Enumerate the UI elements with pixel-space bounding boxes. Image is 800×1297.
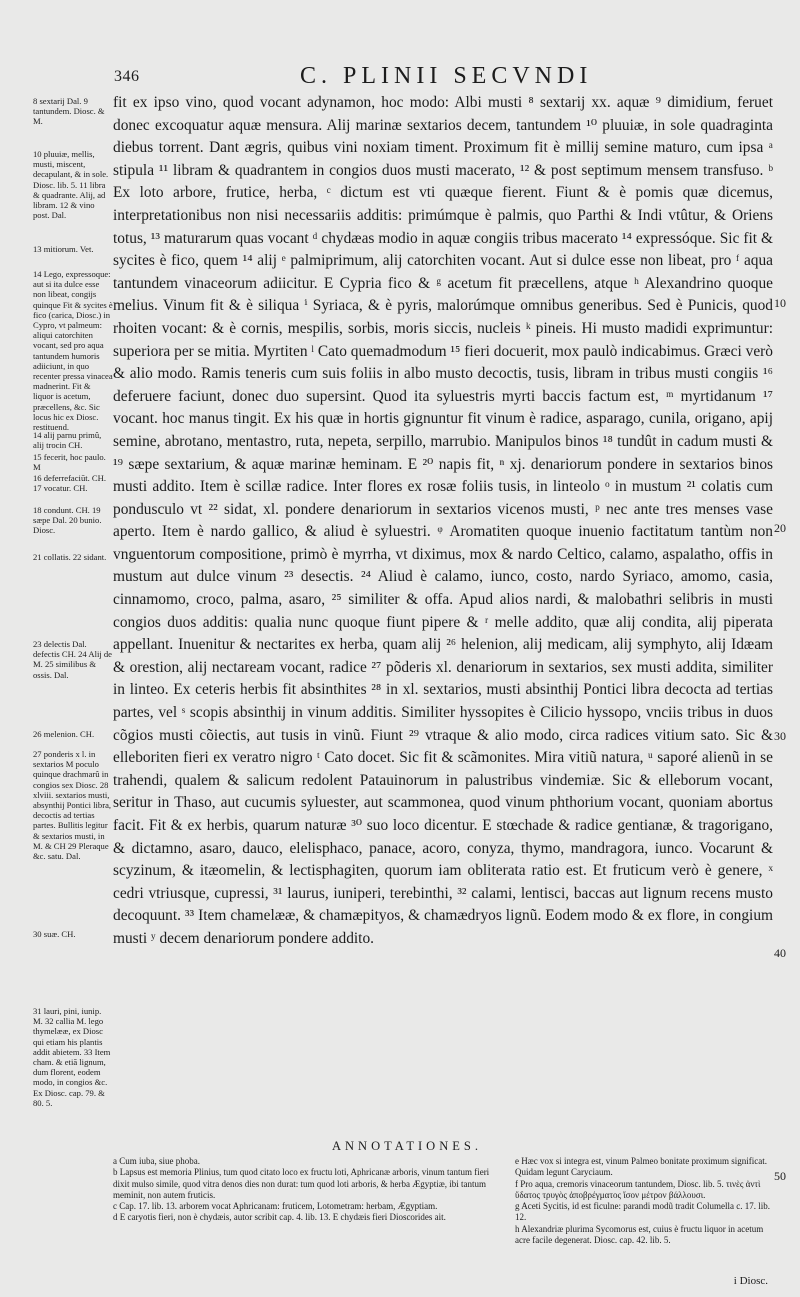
annotation-f: f Pro aqua, cremoris vinaceorum tantundem, Diosc. lib. 5. τινὲς ἀντὶ ὕδατος τρυγὸς ἀποβρέγματος ἴσον μέτρον βάλλουσι.	[515, 1178, 761, 1200]
margin-note: 8 sextarij Dal. 9 tantundem. Diosc. & M.	[33, 96, 105, 127]
margin-note: 10 pluuiæ, mellis, musti, miscent, decapulant, & in sole. Diosc. lib. 5. 11 libra & quadrante. Alij, ad libram. 12 & vino post. Dal.	[33, 149, 109, 221]
margin-note: 26 melenion. CH.	[33, 729, 95, 739]
line-number: 50	[774, 1169, 786, 1183]
margin-note: 30 suæ. CH.	[33, 929, 76, 939]
annotation-d: d E caryotis fieri, non è chydæis, autor scribit cap. 4. lib. 13. E chydæis fieri Dioscorides ait.	[113, 1212, 446, 1223]
margin-note: 18 condunt. CH. 19 sæpe Dal. 20 bunio. Diosc.	[33, 505, 102, 536]
annotations-title: ANNOTATIONES.	[332, 1139, 482, 1153]
margin-note: 14 Lego, expressoque: aut si ita dulce esse non libeat, congijs quinque Fit & sycites è fico (carica, Diosc.) in Cypro, vt palmeum: aliqui catorchiten vocant, sed pro aqua tantundem humoris adiiciunt, in quo recenter pressa vinacea madnerint. Fit & liquor is acetum, præcellens, &c. Sic locus hic ex Diosc. restituend.	[33, 269, 113, 433]
running-title: C. PLINII SECVNDI	[300, 63, 593, 89]
annotation-b: b Lapsus est memoria Plinius, tum quod citato loco ex fructu loti, Aphricanæ arboris, vinum tantum fieri dixit mulso simile, quod vitra denos dies non durat: tum quod loti arboris, & herba Ægyptiæ, ibi tantum meminit, non autem fruticis.	[113, 1167, 490, 1200]
annotations-right-column	[515, 1156, 780, 1246]
catchword: i Diosc.	[733, 1275, 768, 1287]
margin-note: 27 ponderis x l. in sextarios M poculo quinque drachmarû in congios sex Diosc. 28 xlviii. sextarios musti, absynthij Pontici libra, decoctis ad tertias partes. Bullitis legitur & sextarios musti, in M. & CH 29 Pleraque &c. satu. Dal.	[33, 749, 112, 862]
line-number: 20	[774, 521, 786, 535]
margin-note: 14 alij parnu primû, alij trocin CH.	[33, 430, 102, 451]
annotation-g: g Aceti Sycitis, id est ficulne: parandi modũ tradit Columella c. 17. lib. 12.	[515, 1201, 770, 1223]
margin-note: 16 deferrefaciūt. CH. 17 vocatur. CH.	[33, 473, 107, 494]
margin-note: 13 mitiorum. Vet.	[33, 244, 94, 254]
margin-note: 31 lauri, pini, iunip. M. 32 callia M. lego thymelææ, ex Diosc qui etiam his plantis addit abietem. 33 Item cham. & etiā lignum, dum florent, eodem modo, in congios &c. Ex Diosc. cap. 79. & 80. 5.	[33, 1006, 111, 1108]
margin-note: 23 delectis Dal. defectis CH. 24 Alij de M. 25 similibus & ossis. Dal.	[33, 639, 113, 680]
line-number: 40	[774, 946, 786, 960]
line-number: 10	[774, 296, 786, 310]
annotation-c: c Cap. 17. lib. 13. arborem vocat Aphricanam: fruticem, Lotometram: herbam, Ægyptiam.	[113, 1201, 438, 1212]
annotation-h: h Alexandriæ plurima Sycomorus est, cuius è fructu liquor in acetum acre facile degenerat. Diosc. cap. 42. lib. 5.	[515, 1223, 764, 1246]
main-paragraph: fit ex ipso vino, quod vocant adynamon, hoc modo: Albi musti ⁸ sextarij xx. aquæ ⁹ dimidium, feruet donec excoquatur aquæ mensura. Alij marinæ sextarios decem, tantundem ¹⁰ pluuiæ, in sole quadraginta diebus torrent. Dant ægris, quibus vini noxiam timent. Proximum fit è millij semine maturo, cum ipsa ᵃ stipula ¹¹ libram & quadrantem in congios duos musti macerato, ¹² & post septimum mensem transfuso. ᵇ Ex loto arbore, frutice, herba, ᶜ dictum est vti quæque fierent. Fiunt & è pomis quæ dicemus, interpretationibus non nisi necessariis additis: primúmque è palmis, quo Parthi & Indi vtûtur, & Oriens totus, ¹³ maturarum quas vocant ᵈ chydæas modio in aquæ congiis tribus macerato ¹⁴ expressóque. Sic fit & sycites è fico, quem ¹⁴ alij ᵉ palmiprimum, alij catorchiten vocant. Aut si dulce esse non libeat, pro ᶠ aqua tantundem vinaceorum adiicitur. E Cypria fico & ᵍ acetum fit præcellens, atque ʰ Alexandrino quoque melius. Vinum fit & è siliqua ⁱ Syriaca, & è pyris, malorúmque omnibus generibus. Sed è Punicis, quod rhoiten vocant: & è cornis, mespilis, sorbis, moris siccis, nucleis ᵏ pineis. Hi musto madidi exprimuntur: superiora per se mitia. Myrtiten ˡ Cato quemadmodum ¹⁵ fieri docuerit, mox paulò indicabimus. Græci verò & alio modo. Ramis teneris cum suis foliis in albo musto decoctis, tusis, libram in tribus musti congiis ¹⁶ deferuere faciunt, donec duo supersint. Quod ita syluestris myrti baccis factum est, ᵐ myrtidanum ¹⁷ vocant. hoc manus tingit. Ex his quæ in hortis gignuntur fit vinum è radice, asparago, cunila, origano, apij semine, abrotano, mentastro, ruta, nepeta, serpillo, marrubio. Manipulos binos ¹⁸ tundût in cadum musti & ¹⁹ sæpe sextarium, & aquæ marinæ heminam. E ²⁰ napis fit, ⁿ xj. denariorum pondere in sextarios binos musti addito. Item è scillæ radice. Inter flores ex rosæ foliis tusis, in linteolo ᵒ in mustum ²¹ colatis cum pondusculo vt ²² sidat, xl. pondere denariorum in sextarios vicenos musti, ᵖ nec ante tres menses vase aperto. Item è nardo gallico, & aliud è syluestri. ᵠ Aromatiten quoque inuenio factitatum tantùm non vnguentorum compositione, primò è myrrha, vt diximus, mox & nardo Celtico, calamo, aspalatho, offis in mustum aut dulce vinum ²³ desectis. ²⁴ Aliud è calamo, iunco, costo, nardo Syriaco, amomo, casia, cinnamomo, croco, palma, asaro, ²⁵ similiter & offa. Apud alios nardi, & malobathri selibris in musti congios duos additis: qualia nunc quoque fiunt pipere & ʳ melle addito, quæ alij condita, alij piperata appellant. Inuenitur & nectarites ex herba, quam alij ²⁶ helenion, alij medicam, alij symphyto, alij Idæam & orestion, alij nectaream vocant, radice ²⁷ põderis xl. denariorum in sextarios, sex musti addita, similiter in linteo. Ex ceteris herbis fit absinthites ²⁸ in xl. sextarios, musti absinthij Pontici libra decocta ad tertias partes, vel ˢ scopis absinthij in vinum additis. Similiter hyssopites è Cilicio hyssopo, vnciis tribus in duos cõgios musti cõiectis, aut tusis in vinũ. Fiunt ²⁹ vtraque & alio modo, circa radices vitium sato. Sic & elleboriten fieri ex veratro nigro ᵗ Cato docet. Sic fit & scãmonites. Mira vitiũ natura, ᵘ saporé alienũ in se trahendi, qualem & salicum redolent Patauinorum in palustribus vindemiæ. Sic & elleborum vocant, seritur in Thaso, aut cucumis syluester, aut scammonea, quod vinum phthorium vocant, quoniam abortus facit. Fit & ex herbis, quarum naturæ ³⁰ suo loco dicentur. E stœchade & radice gentianæ, & tragorigano, & dictamno, asaro, dauco, elelisphaco, panace, acoro, conyza, thymo, mandragora, iunco. Vocarunt & scyzinum, & itæomelin, & lectisphagiten, quorum iam obliterata ratio est. Et fruticum verò è genere, ˣ cedri vtriusque, cupressi, ³¹ laurus, iuniperi, terebinthi, ³² calami, lentisci, baccas aut lignum recens musto decoquunt. ³³ Item chamelææ, & chamæpityos, & chamædryos lignũ. Eodem modo & ex flore, in congium musti ʸ decem denariorum pondere addito.	[113, 94, 773, 947]
margin-note: 15 fecerit, hoc paulo. M	[33, 452, 106, 473]
line-number: 30	[774, 729, 786, 743]
page-number: 346	[114, 68, 140, 85]
annotation-e: e Hæc vox si integra est, vinum Palmeo bonitate proximum significat. Quidam legunt Caryciaum.	[515, 1156, 767, 1178]
annotations-left-column	[113, 1156, 491, 1224]
main-text	[113, 92, 773, 951]
margin-note: 21 collatis. 22 sidant.	[33, 552, 107, 562]
annotation-a: a Cum iuba, siue phoba.	[113, 1156, 200, 1166]
